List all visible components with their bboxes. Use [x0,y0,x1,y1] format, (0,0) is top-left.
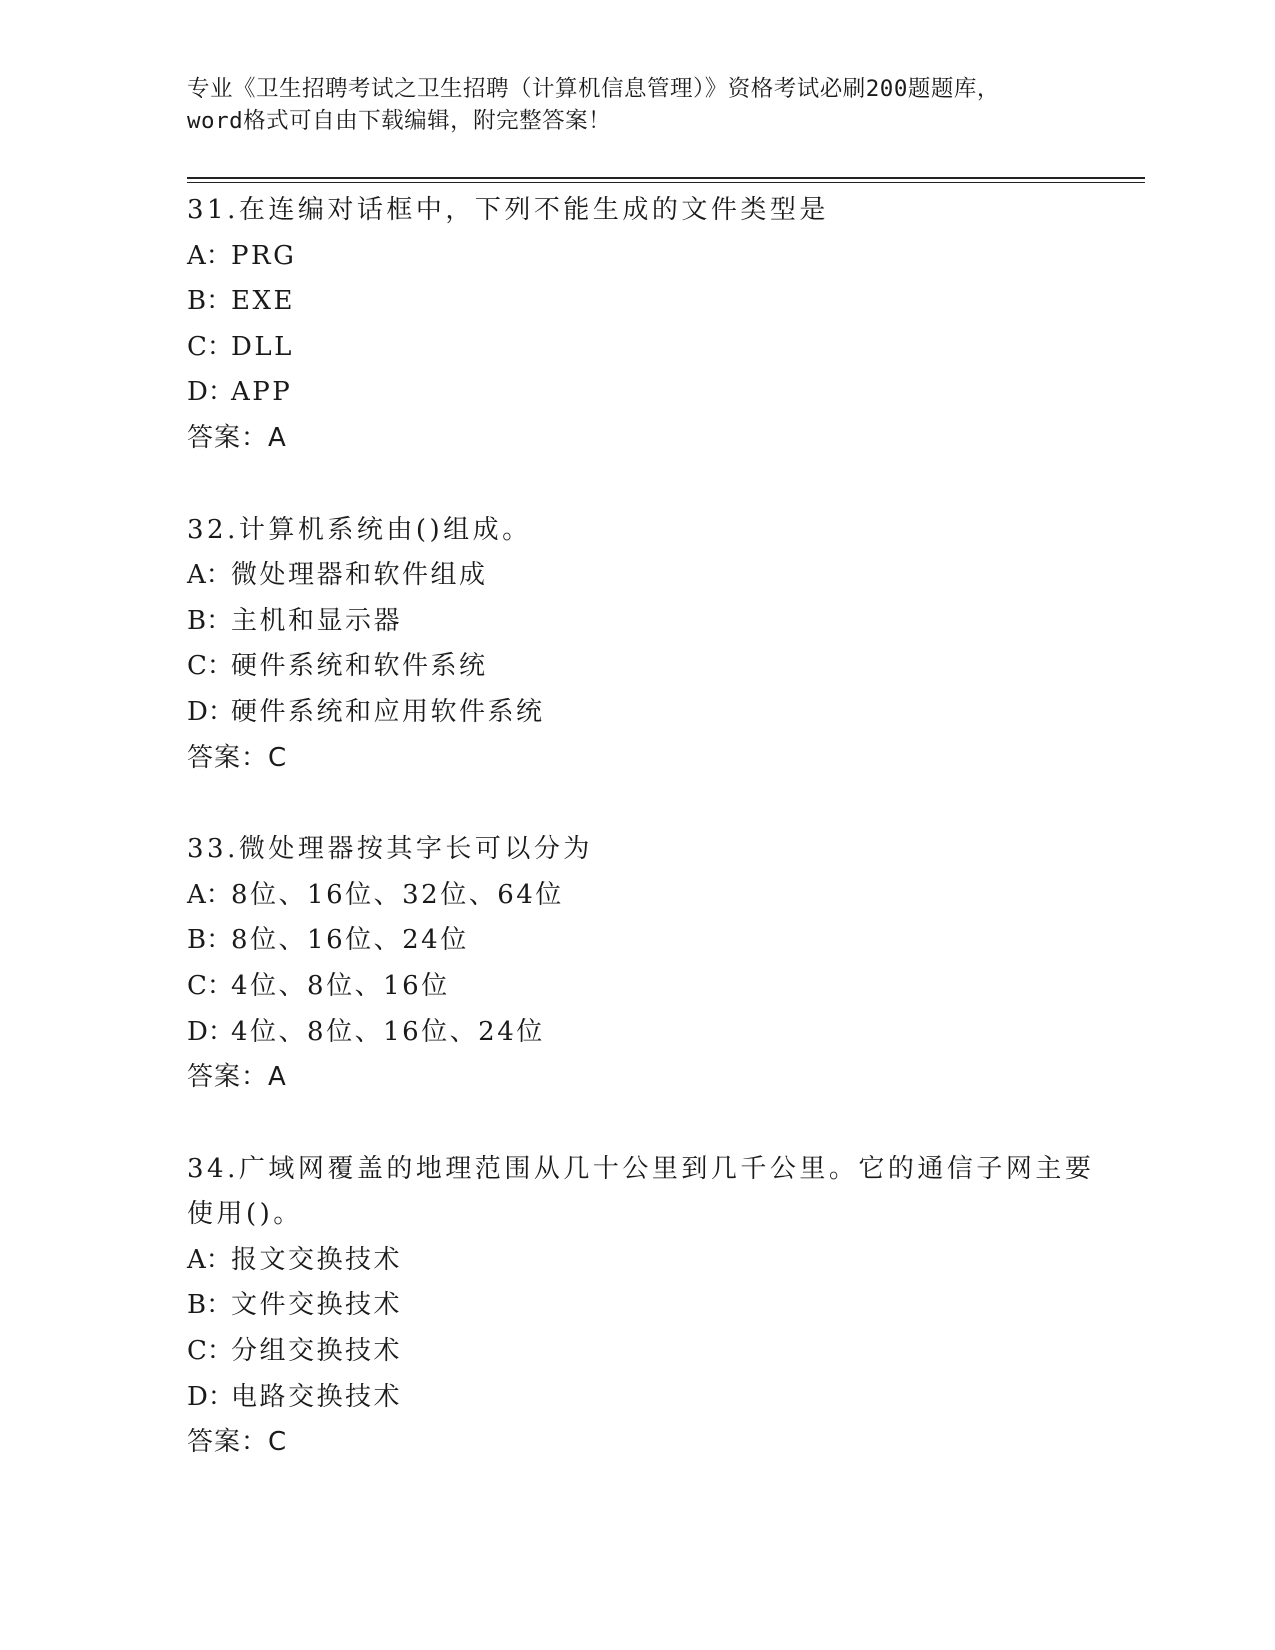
question-stem: 31.在连编对话框中，下列不能生成的文件类型是 [187,195,829,225]
question-item [187,188,1087,462]
option-text: 4位、8位、16位 [231,970,450,1001]
option-text: EXE [231,286,295,317]
answer-line: 答案：A [187,422,287,453]
question-list [187,188,1095,1512]
option-b [187,918,1087,964]
option-key: D： [187,1381,234,1412]
question-item [187,827,1087,1101]
option-key: B： [187,1290,233,1321]
option-b [187,599,1087,645]
option-text: 硬件系统和应用软件系统 [231,696,545,727]
option-text: APP [231,377,293,408]
option-key: A： [187,1244,232,1275]
option-key: A： [187,560,232,591]
question-stem-continued: 使用()。 [187,1199,303,1230]
option-c [187,1329,1087,1375]
question-stem: 34.广域网覆盖的地理范围从几十公里到几千公里。它的通信子网主要 [187,1153,1095,1184]
option-text: DLL [231,331,294,362]
answer-line: 答案：C [187,1427,288,1458]
option-text: PRG [231,240,297,271]
question-stem: 33.微处理器按其字长可以分为 [187,834,593,865]
option-c [187,644,1087,690]
document-header [187,73,1087,137]
answer-line: 答案：A [187,1062,287,1093]
option-text: 8位、16位、32位、64位 [231,879,564,910]
option-text: 8位、16位、24位 [231,925,469,956]
option-key: A： [187,240,232,271]
question-stem: 32.计算机系统由()组成。 [187,514,532,545]
option-text: 4位、8位、16位、24位 [231,1016,545,1047]
header-divider [187,177,1145,183]
option-key: B： [187,286,233,317]
option-b [187,1283,1087,1329]
option-text: 电路交换技术 [231,1381,403,1412]
option-text: 硬件系统和软件系统 [231,651,488,682]
option-text: 分组交换技术 [231,1336,403,1367]
option-b [187,279,1087,325]
option-text: 报文交换技术 [231,1244,403,1275]
option-a [187,553,1087,599]
option-key: B： [187,925,233,956]
option-key: C： [187,970,233,1001]
option-text: 主机和显示器 [231,605,403,636]
option-key: C： [187,651,233,682]
option-key: D： [187,696,234,727]
option-key: C： [187,1336,233,1367]
option-a [187,1238,1087,1284]
option-c [187,325,1087,371]
option-text: 微处理器和软件组成 [231,560,488,591]
option-d [187,370,1087,416]
header-line: 专业《卫生招聘考试之卫生招聘（计算机信息管理）》资格考试必刷200题题库， [187,76,1000,102]
option-key: D： [187,1016,234,1047]
question-item [187,1147,1095,1466]
question-item [187,508,1087,782]
option-text: 文件交换技术 [231,1290,403,1321]
option-d [187,1375,1087,1421]
option-key: C： [187,331,233,362]
option-a [187,234,1087,280]
option-a [187,873,1087,919]
option-key: D： [187,377,234,408]
answer-line: 答案：C [187,742,288,773]
option-key: A： [187,879,232,910]
header-line: word格式可自由下载编辑，附完整答案！ [187,108,612,134]
option-d [187,1010,1087,1056]
option-d [187,690,1087,736]
option-key: B： [187,605,233,636]
option-c [187,964,1087,1010]
